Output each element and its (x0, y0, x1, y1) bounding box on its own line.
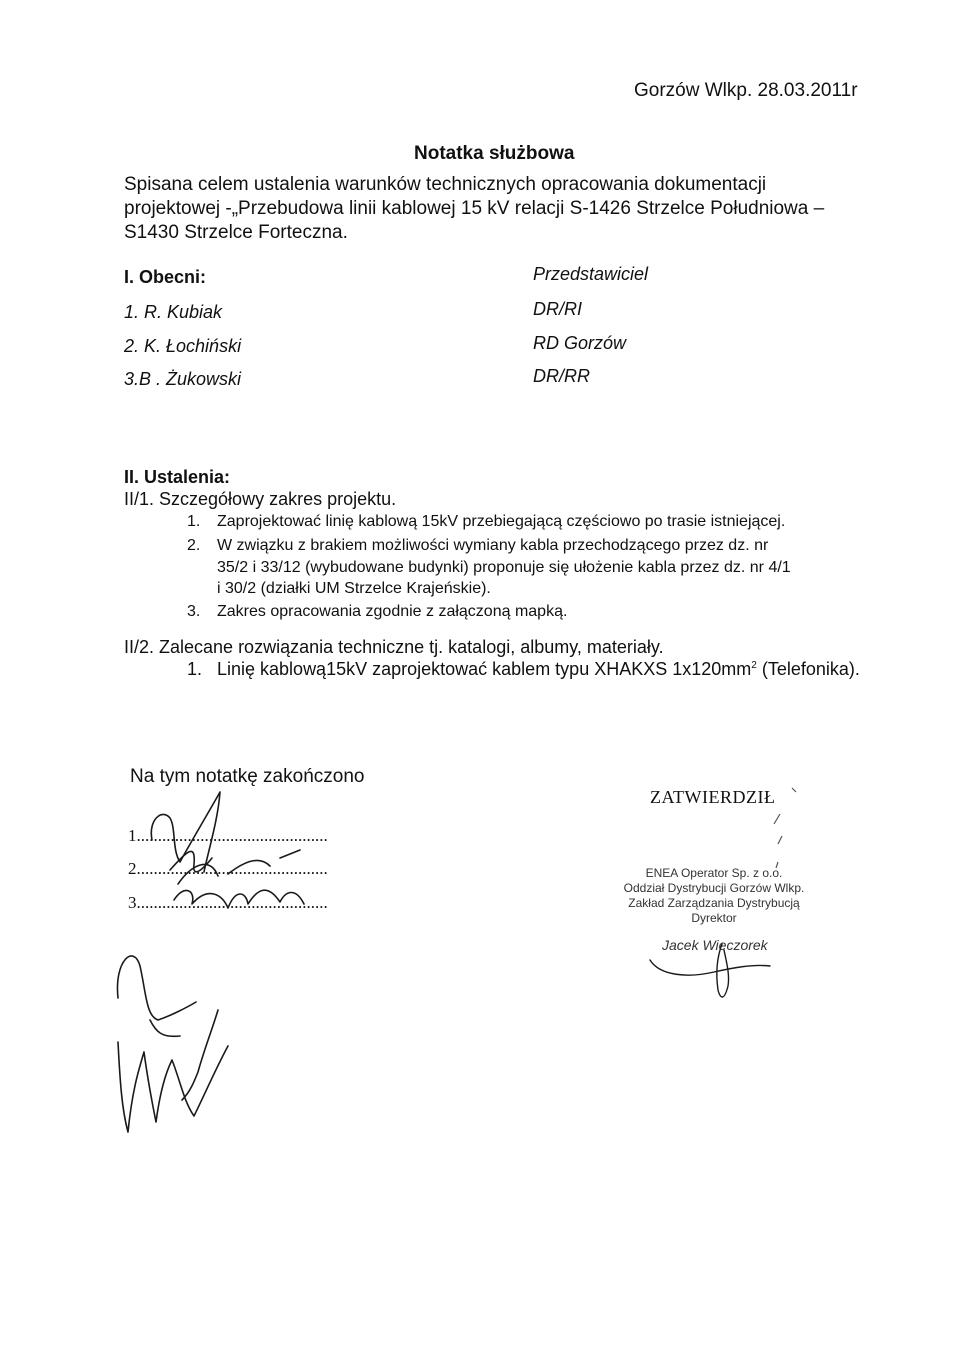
approval-signature (640, 920, 780, 1010)
list-item-number: 1. (187, 513, 201, 530)
list-item (187, 537, 768, 555)
subsection-scope-label: II/1. Szczegółowy zakres projektu. (124, 489, 397, 509)
list-item-number: 1. (187, 659, 203, 679)
list-item-text: W związku z brakiem możliwości wymiany kabla przechodzącego przez dz. nr (217, 537, 769, 554)
section-attendees-heading: I. Obecni: (124, 267, 207, 287)
representative-column-heading: Przedstawiciel (533, 264, 649, 284)
superscript: 2 (751, 660, 757, 671)
list-item (187, 580, 491, 598)
attendee-name: 1. R. Kubiak (124, 302, 223, 322)
approval-label: ZATWIERDZIŁ (650, 787, 776, 807)
signature-line: 3............................................. (128, 893, 328, 912)
list-item-text: 35/2 i 33/12 (wybudowane budynki) proponuje się ułożenie kabla przez dz. nr 4/1 (217, 559, 791, 576)
document-date: Gorzów Wlkp. 28.03.2011r (634, 80, 858, 101)
attendee-name: 2. K. Łochiński (124, 336, 242, 356)
stamp-line: Dyrektor (691, 911, 737, 925)
stamp-line: Zakład Zarządzania Dystrybucją (628, 896, 800, 910)
signature-line-number: 3. (128, 893, 141, 912)
subsection-solutions-label: II/2. Zalecane rozwiązania techniczne tj. katalogi, albumy, materiały. (124, 637, 664, 657)
document-title: Notatka służbowa (414, 143, 575, 164)
attendee-name: 3.B . Żukowski (124, 369, 242, 389)
attendee-representative: DR/RI (533, 299, 582, 319)
list-item-text: Linię kablową15kV zaprojektować kablem typu XHAKXS 1x120mm (217, 659, 752, 679)
list-item-text: Zakres opracowania zgodnie z załączoną mapką. (217, 603, 568, 620)
list-item-text-suffix: (Telefonika). (756, 659, 860, 679)
approval-mark (770, 784, 800, 874)
intro-paragraph: Spisana celem ustalenia warunków technicznych opracowania dokumentacji projektowej -„Przebudowa linii kablowej 15 kV relacji S-1426 Strzelce Południowa – S1430 Strzelce Forteczna. (124, 174, 825, 243)
signature-line-number: 1. (128, 826, 141, 845)
list-item-number: 2. (187, 537, 201, 554)
list-item (187, 603, 567, 621)
signer-name: Jacek Wieczorek (662, 937, 768, 953)
list-item-text: Zaprojektować linię kablową 15kV przebiegającą częściowo po trasie istniejącej. (217, 513, 786, 530)
closing-statement: Na tym notatkę zakończono (130, 766, 365, 787)
list-item (187, 513, 785, 531)
stamp-line: ENEA Operator Sp. z o.o. (645, 866, 783, 880)
handwritten-signatures (100, 780, 380, 1140)
list-item (187, 659, 860, 680)
attendee-representative: DR/RR (533, 366, 590, 386)
signature-line-number: 2. (128, 859, 141, 878)
list-item (187, 559, 791, 577)
signature-line: 1............................................. (128, 826, 328, 845)
section-findings-heading: II. Ustalenia: (124, 467, 231, 487)
list-item-text: i 30/2 (działki UM Strzelce Krajeńskie). (217, 580, 491, 597)
attendee-representative: RD Gorzów (533, 333, 627, 353)
list-item-number: 3. (187, 603, 201, 620)
signature-line: 2............................................. (128, 859, 328, 878)
stamp-line: Oddział Dystrybucji Gorzów Wlkp. (623, 881, 805, 895)
